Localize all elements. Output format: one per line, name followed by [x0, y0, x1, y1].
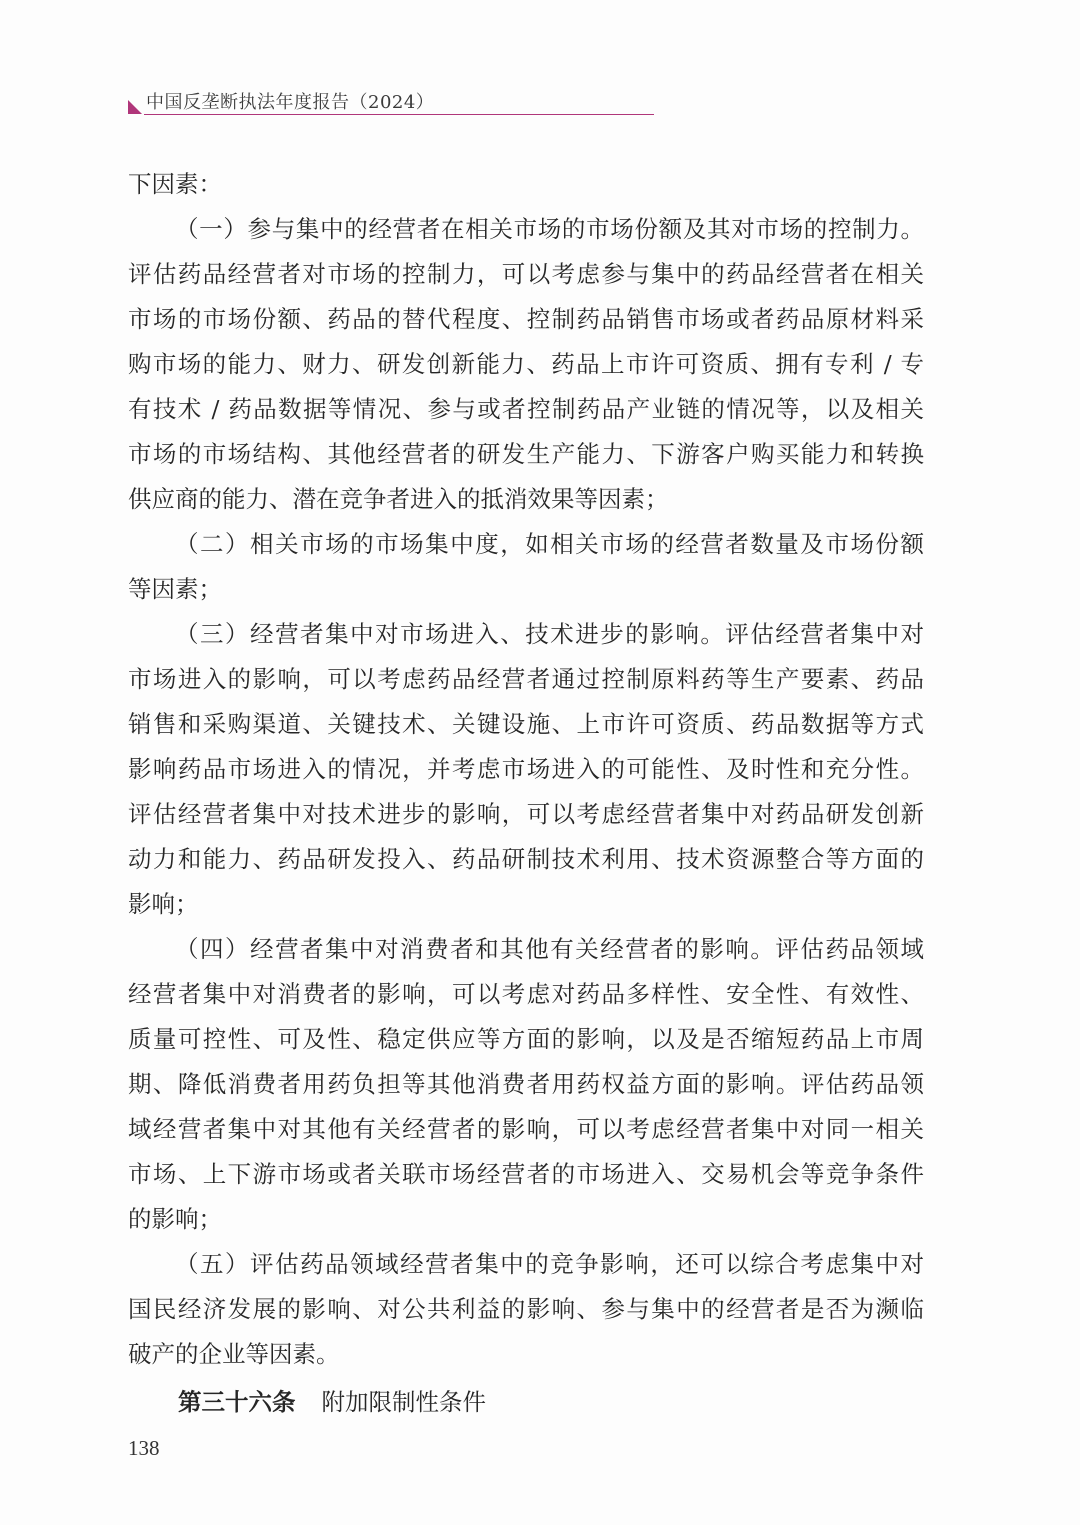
text-line: 动力和能力、药品研发投入、药品研制技术利用、技术资源整合等方面的 [128, 845, 924, 873]
text-line: 评估经营者集中对技术进步的影响，可以考虑经营者集中对药品研发创新 [128, 800, 924, 828]
text-line: 经营者集中对消费者的影响，可以考虑对药品多样性、安全性、有效性、 [128, 980, 924, 1008]
text-line: 影响； [128, 890, 199, 918]
text-line: （四）经营者集中对消费者和其他有关经营者的影响。评估药品领域 [175, 935, 924, 963]
text-line: 评估药品经营者对市场的控制力，可以考虑参与集中的药品经营者在相关 [128, 260, 924, 288]
text-line: 质量可控性、可及性、稳定供应等方面的影响，以及是否缩短药品上市周 [128, 1025, 924, 1053]
text-line: 域经营者集中对其他有关经营者的影响，可以考虑经营者集中对同一相关 [128, 1115, 924, 1143]
text-line: 国民经济发展的影响、对公共利益的影响、参与集中的经营者是否为濒临 [128, 1295, 924, 1323]
text-line: （三）经营者集中对市场进入、技术进步的影响。评估经营者集中对 [175, 620, 924, 648]
text-line: 的影响； [128, 1205, 222, 1233]
header-title: 中国反垄断执法年度报告（2024） [146, 92, 435, 113]
text-line: 市场、上下游市场或者关联市场经营者的市场进入、交易机会等竞争条件 [128, 1160, 924, 1188]
text-line: （二）相关市场的市场集中度，如相关市场的经营者数量及市场份额 [175, 530, 924, 558]
text-line: 购市场的能力、财力、研发创新能力、药品上市许可资质、拥有专利 / 专 [128, 350, 924, 378]
text-line: 有技术 / 药品数据等情况、参与或者控制药品产业链的情况等，以及相关 [128, 395, 924, 423]
text-line: 市场进入的影响，可以考虑药品经营者通过控制原料药等生产要素、药品 [128, 665, 924, 693]
text-line: （一）参与集中的经营者在相关市场的市场份额及其对市场的控制力。 [175, 215, 924, 243]
text-line: 市场的市场结构、其他经营者的研发生产能力、下游客户购买能力和转换 [128, 440, 924, 468]
article-heading [128, 1377, 924, 1427]
text-line: 下因素： [128, 170, 222, 198]
text-line: （五）评估药品领域经营者集中的竞争影响，还可以综合考虑集中对 [175, 1250, 924, 1278]
header-triangle-icon [128, 100, 142, 114]
article-title: 附加限制性条件 [321, 1388, 486, 1416]
text-line: 销售和采购渠道、关键技术、关键设施、上市许可资质、药品数据等方式 [128, 710, 924, 738]
text-line: 市场的市场份额、药品的替代程度、控制药品销售市场或者药品原材料采 [128, 305, 924, 333]
text-line: 破产的企业等因素。 [128, 1340, 340, 1368]
text-line: 期、降低消费者用药负担等其他消费者用药权益方面的影响。评估药品领 [128, 1070, 924, 1098]
article-number: 第三十六条 [178, 1388, 296, 1416]
text-line: 供应商的能力、潜在竞争者进入的抵消效果等因素； [128, 485, 669, 513]
text-line: 影响药品市场进入的情况，并考虑市场进入的可能性、及时性和充分性。 [128, 755, 924, 783]
text-line: 等因素； [128, 575, 222, 603]
body-text [128, 162, 924, 1427]
running-header [128, 86, 654, 116]
page-number: 138 [128, 1436, 160, 1460]
header-rule [144, 114, 654, 115]
